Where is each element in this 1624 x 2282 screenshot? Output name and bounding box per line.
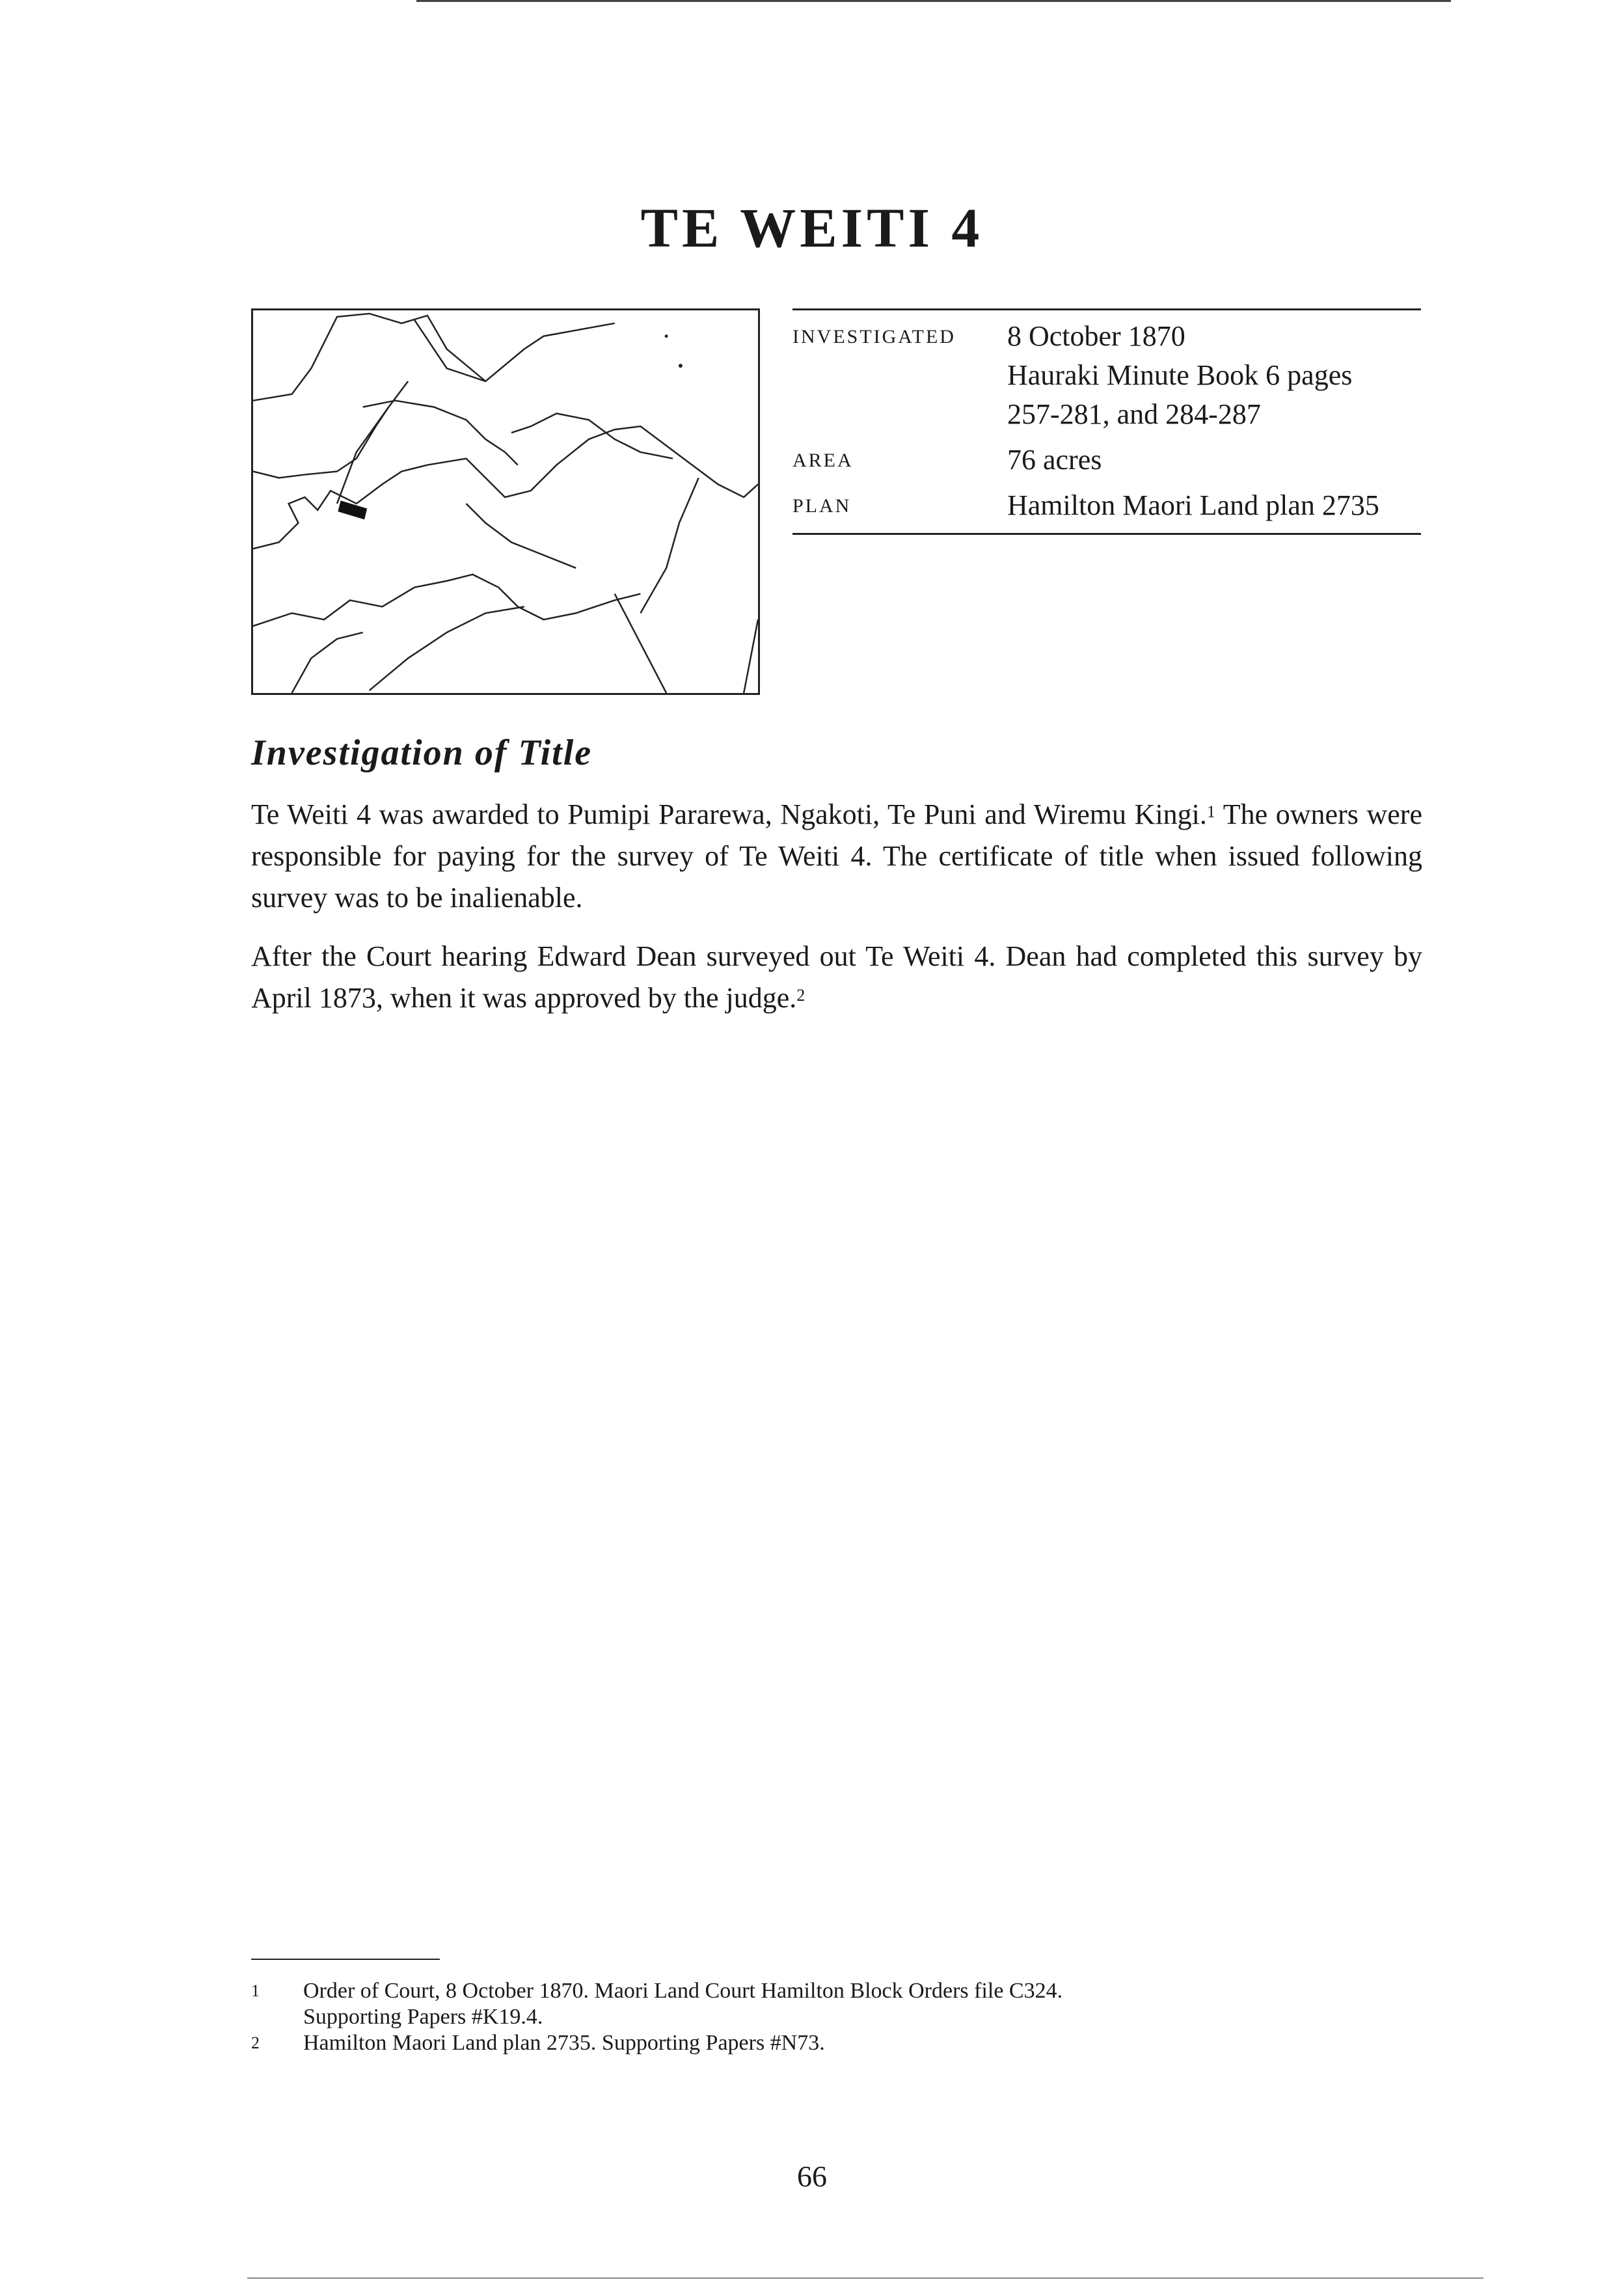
map-boundary-west (253, 407, 388, 478)
info-value-line: Hauraki Minute Book 6 pages (1007, 359, 1353, 391)
footnote-text (303, 1978, 1422, 2030)
info-row-investigated (792, 310, 1421, 434)
info-value (1007, 480, 1421, 525)
te-weiti-4-block (338, 501, 367, 519)
info-value-line: 76 acres (1007, 444, 1102, 476)
map-coastline-north (253, 314, 615, 401)
footnote-ref: 2 (796, 986, 805, 1005)
body-text (251, 794, 1422, 1036)
info-rule-bottom (792, 533, 1421, 535)
info-label: INVESTIGATED (792, 326, 956, 347)
paragraph-text: Te Weiti 4 was awarded to Pumipi Pararewa, Ngakoti, Te Puni and Wiremu Kingi. (251, 798, 1207, 830)
page-number: 66 (797, 2160, 827, 2193)
info-row-area (792, 434, 1421, 480)
map-coastline-south (253, 575, 640, 626)
map-coastline-bay (511, 413, 673, 458)
footnote-rule (251, 1959, 440, 1960)
info-row-plan (792, 480, 1421, 525)
paragraph-text: After the Court hearing Edward Dean surveyed out Te Weiti 4. Dean had completed this survey by April 1873, when it was approved by the judge. (251, 940, 1422, 1014)
location-map (251, 308, 760, 695)
footnote-number: 1 (251, 1981, 260, 2000)
paragraph (251, 794, 1422, 919)
info-value-line: 8 October 1870 (1007, 320, 1185, 352)
info-value (1007, 434, 1421, 480)
info-value-line: Hamilton Maori Land plan 2735 (1007, 489, 1379, 521)
footnote-ref: 1 (1206, 802, 1215, 821)
map-boundary-south-west (292, 632, 363, 693)
info-value-line: 257-281, and 284-287 (1007, 398, 1261, 430)
footnote-line: Supporting Papers #K19.4. (303, 2005, 543, 2029)
footnote-line: Hamilton Maori Land plan 2735. Supporting Papers #N73. (303, 2031, 825, 2055)
info-value (1007, 310, 1421, 434)
bottom-rule (247, 2277, 1483, 2279)
map-dot (679, 364, 683, 368)
section-heading: Investigation of Title (251, 733, 593, 773)
footnote (251, 1978, 1422, 2030)
map-boundary-channel (466, 504, 576, 568)
paragraph-text-tail: The owners were responsible for paying for the survey of Te Weiti 4. The certificate of title when issued following survey was to be inalienable. (251, 798, 1422, 914)
map-outline (253, 310, 758, 693)
footnote (251, 2030, 1422, 2056)
map-boundary-diagonal (370, 606, 524, 690)
footnote-text (303, 2030, 1422, 2056)
info-label: AREA (792, 450, 854, 471)
map-coastline-mid (253, 426, 758, 549)
paragraph (251, 936, 1422, 1019)
footnotes (251, 1978, 1422, 2056)
top-rule (416, 0, 1451, 2)
block-info-table (792, 308, 1421, 535)
info-label: PLAN (792, 495, 852, 517)
footnote-number: 2 (251, 2033, 260, 2052)
map-boundary-se (615, 594, 666, 693)
map-boundary-east (640, 478, 698, 613)
map-boundary-road (337, 381, 408, 504)
map-boundary-far-east (744, 619, 758, 693)
footnote-line: Order of Court, 8 October 1870. Maori Land Court Hamilton Block Orders file C324. (303, 1979, 1063, 2003)
page-title: TE WEITI 4 (640, 197, 984, 259)
map-dot (665, 334, 668, 338)
